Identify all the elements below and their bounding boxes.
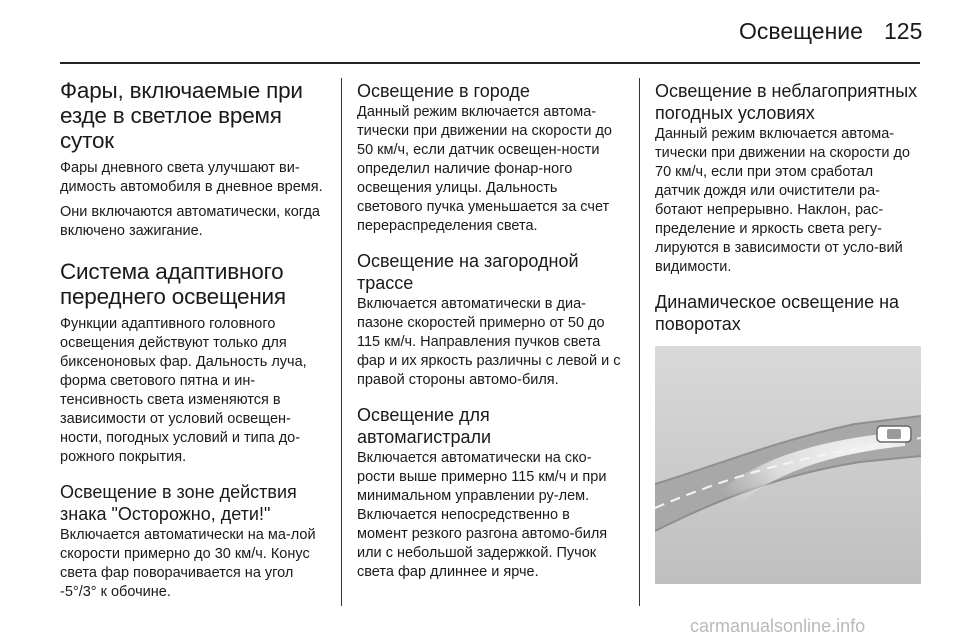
- paragraph: Включается автоматически на ма-лой скорости примерно до 30 км/ч. Конус света фар поворачивается на угол -5°/3° к обочине.: [60, 527, 316, 600]
- header-rule: [60, 62, 920, 64]
- section-heading-adaptive-lighting: Система адаптивного переднего освещения: [60, 259, 286, 309]
- column-left: [60, 70, 326, 612]
- paragraph: Включается автоматически в диа-пазоне скоростей примерно от 50 до 115 км/ч. Направления пучков света фар и их яркость различны с левой и с правой стороны автомо-биля.: [357, 296, 621, 388]
- paragraph: Фары дневного света улучшают ви-димость автомобиля в дневное время.: [60, 160, 323, 195]
- page-header-title: Освещение: [739, 18, 863, 44]
- cornering-light-illustration: [655, 346, 921, 584]
- column-divider: [639, 78, 640, 606]
- car-icon: [877, 426, 911, 442]
- section-heading-daytime-lights: Фары, включаемые при езде в светлое время суток: [60, 78, 303, 153]
- paragraph: Данный режим включается автома-тически при движении на скорости до 70 км/ч, если при этом сработал датчик дождя или очистители ра-ботают непрерывно. Наклон, рас-пределение и яркость света регу-лируются в зависимости от усло-вий видимости.: [655, 126, 910, 275]
- paragraph: Включается автоматически на ско-рости выше примерно 115 км/ч и при минимальном управлении ру-лем. Включается непосредственно в момент резкого разгона автомо-биля или с небольшой задержкой. Пучок света фар длиннее и ярче.: [357, 450, 608, 580]
- subsection-heading-cornering: Динамическое освещение на поворотах: [655, 292, 900, 334]
- watermark: carmanualsonline.info: [690, 616, 866, 636]
- paragraph: Функции адаптивного головного освещения действуют только для биксеноновых фар. Дальность луча, форма светового пятна и ин-тенсивность света изменяются в зависимости от условий освещен-ности, погодных условий и типа до-рожного покрытия.: [60, 316, 307, 465]
- subsection-heading-bad-weather: Освещение в неблагоприятных погодных условиях: [655, 81, 918, 123]
- subsection-heading-city: Освещение в городе: [357, 81, 530, 101]
- subsection-heading-motorway: Освещение для автомагистрали: [357, 405, 492, 447]
- paragraph: Данный режим включается автома-тически при движении на скорости до 50 км/ч, если датчик освещен-ности определил наличие фонар-ного освещения улицы. Дальность светового пучка уменьшается за счет перераспределения света.: [357, 104, 612, 234]
- column-middle: [357, 70, 623, 592]
- column-right: [655, 70, 921, 336]
- column-divider: [341, 78, 342, 606]
- page-number: 125: [884, 18, 923, 44]
- subsection-heading-caution-zone: Освещение в зоне действия знака "Осторожно, дети!": [60, 482, 297, 524]
- paragraph: Они включаются автоматически, когда включено зажигание.: [60, 204, 320, 239]
- subsection-heading-country: Освещение на загородной трассе: [357, 251, 579, 293]
